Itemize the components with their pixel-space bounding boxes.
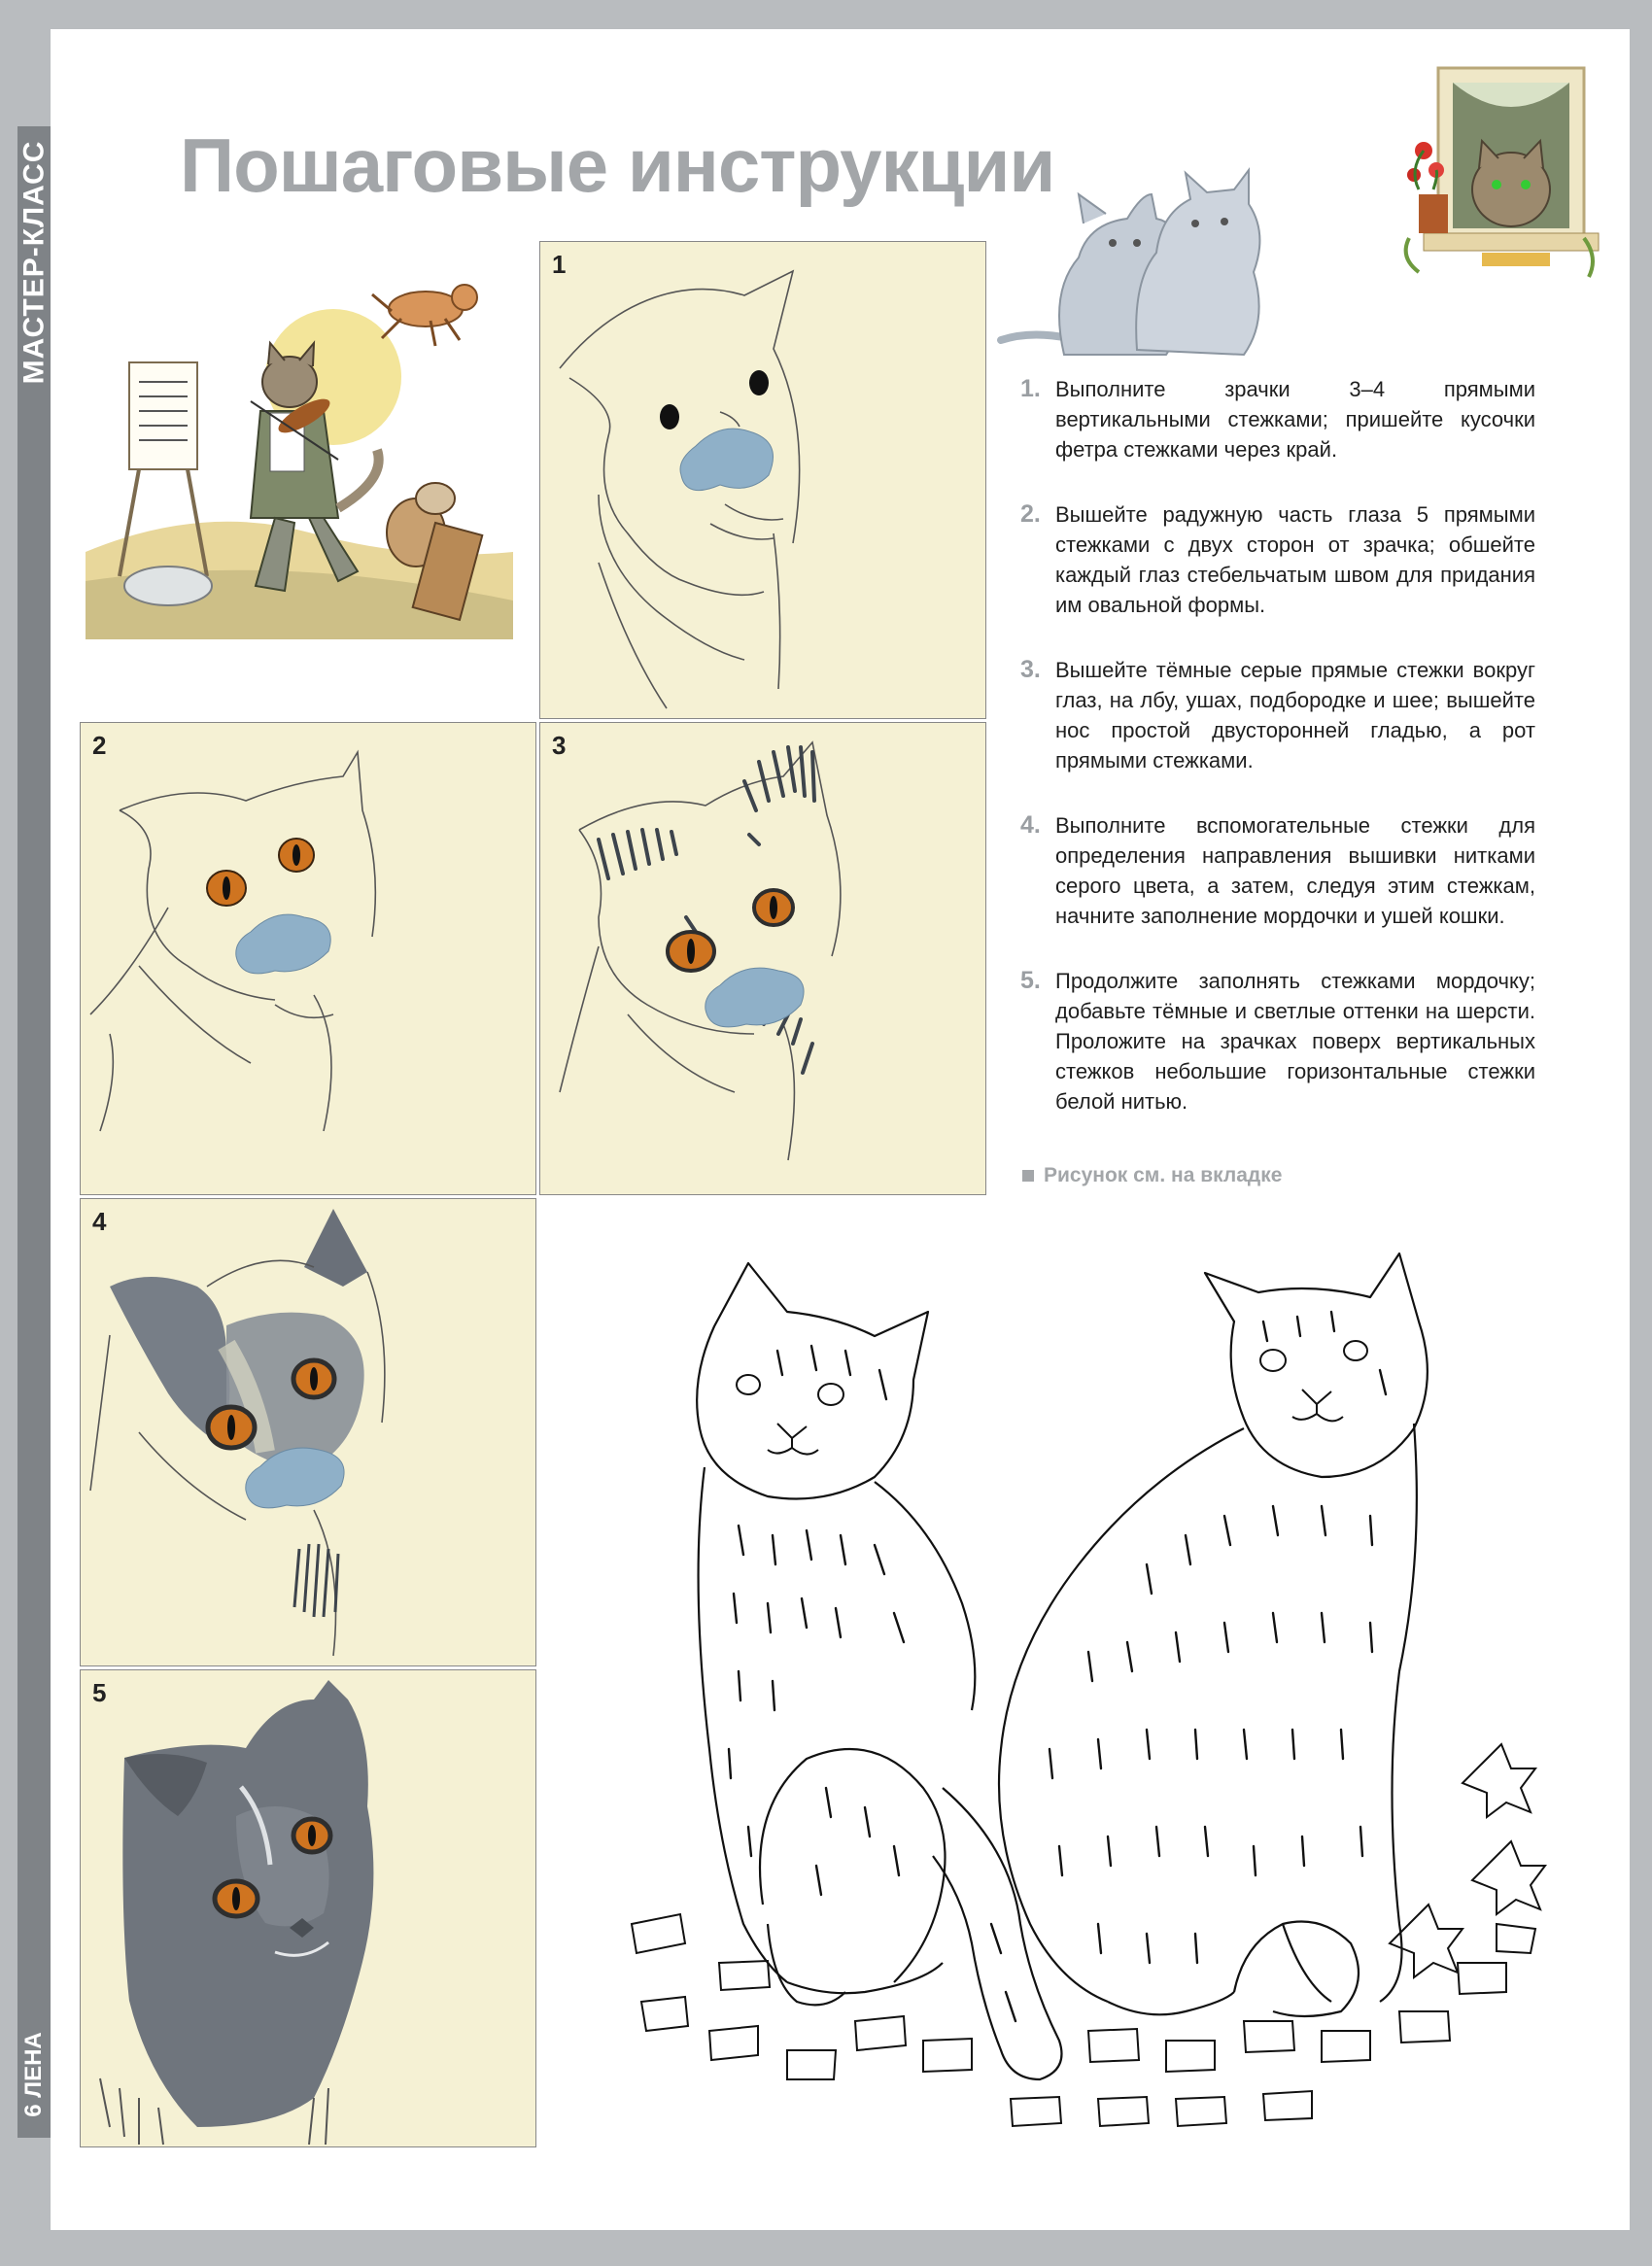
instruction-number: 2. — [1020, 500, 1041, 528]
two-cats-illustration — [991, 165, 1292, 374]
cat-window-illustration — [1390, 53, 1608, 287]
instruction-text: Выполните вспомогательные стежки для определения направления вышивки нитками серого цвета, а затем, следуя этим стежкам, начните заполнение мордочки и ушей кошки. — [1055, 813, 1535, 928]
step-number: 1 — [552, 250, 567, 279]
step-photo-3 — [539, 722, 986, 1195]
instruction-step — [1020, 499, 1535, 620]
instruction-step — [1020, 655, 1535, 775]
step-number: 2 — [92, 731, 107, 760]
step-number: 3 — [552, 731, 567, 760]
sidebar-strip — [17, 126, 51, 2138]
step-number: 5 — [92, 1678, 107, 1707]
instruction-number: 4. — [1020, 811, 1041, 839]
step-photo-4 — [80, 1198, 536, 1666]
two-cats-pattern — [602, 1244, 1584, 2138]
embroidery-sketch — [81, 1199, 535, 1665]
page-number: 6 ЛЕНА — [20, 2032, 47, 2117]
step-photo-5 — [80, 1669, 536, 2147]
section-label: МАСТЕР-КЛАСС — [17, 140, 50, 385]
instruction-text: Выполните зрачки 3–4 прямыми вертикальными стежками; пришейте кусочки фетра стежками через край. — [1055, 377, 1535, 462]
instruction-text: Вышейте радужную часть глаза 5 прямыми стежками с двух сторон от зрачка; обшейте каждый глаз стебельчатым швом для придания им овальной формы. — [1055, 502, 1535, 617]
instruction-number: 5. — [1020, 967, 1041, 994]
instruction-step — [1020, 374, 1535, 464]
instruction-list — [1020, 374, 1535, 1151]
cat-violin-illustration — [86, 260, 513, 639]
instruction-number: 3. — [1020, 656, 1041, 683]
instruction-text: Вышейте тёмные серые прямые стежки вокруг глаз, на лбу, ушах, подбородке и шее; вышейте нос простой двусторонней гладью, а рот прямыми стежками. — [1055, 658, 1535, 772]
page-title: Пошаговые инструкции — [180, 122, 1055, 208]
instruction-step — [1020, 810, 1535, 931]
step-photo-1 — [539, 241, 986, 719]
square-bullet-icon — [1022, 1170, 1034, 1182]
instruction-step — [1020, 966, 1535, 1116]
embroidery-sketch — [81, 723, 535, 1194]
instruction-text: Продолжите заполнять стежками мордочку; добавьте тёмные и светлые оттенки на шерсти. Проложите на зрачках поверх вертикальных стежков небольшие горизонтальные стежки белой нитью. — [1055, 969, 1535, 1114]
pattern-note: Рисунок см. на вкладке — [1022, 1164, 1282, 1187]
step-photo-2 — [80, 722, 536, 1195]
embroidery-sketch — [81, 1670, 535, 2146]
embroidery-sketch — [540, 242, 985, 718]
embroidery-sketch — [540, 723, 985, 1194]
step-number: 4 — [92, 1207, 107, 1236]
instruction-number: 1. — [1020, 375, 1041, 402]
